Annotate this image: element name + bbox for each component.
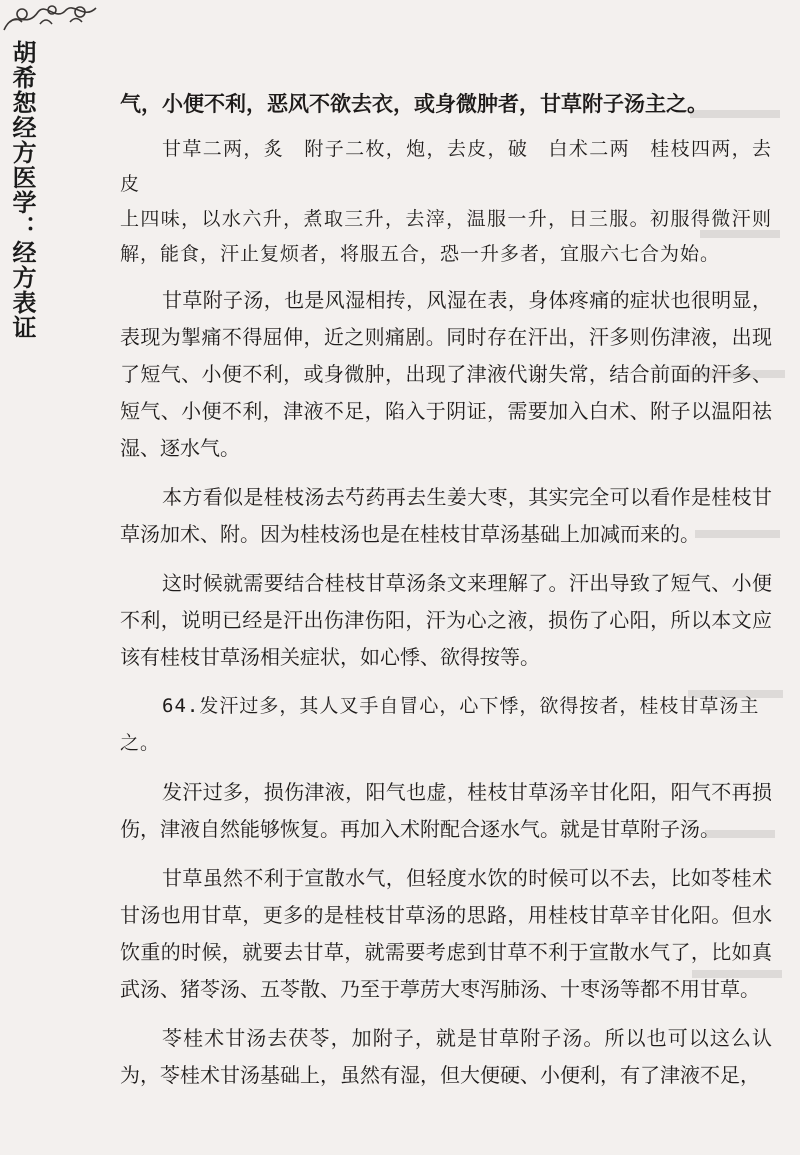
formula-method: 上四味，以水六升，煮取三升，去滓，温服一升，日三服。初服得微汗则解，能食，汗止复烦者，将服五合，恐一升多者，宜服六七合为始。 [120, 208, 772, 265]
clause-64: 64.发汗过多，其人叉手自冒心，心下悸，欲得按者，桂枝甘草汤主之。 [120, 695, 760, 754]
paragraph-4: 发汗过多，损伤津液，阳气也虚，桂枝甘草汤辛甘化阳，阳气不再损伤，津液自然能够恢复。再加入术附配合逐水气。就是甘草附子汤。 [120, 780, 772, 841]
paragraph-5: 甘草虽然不利于宣散水气，但轻度水饮的时候可以不去，比如苓桂术甘汤也用甘草，更多的是桂枝甘草汤的思路，用桂枝甘草辛甘化阳。但水饮重的时候，就要去甘草，就需要考虑到甘草不利于宣散水气了，比如真武汤、猪苓汤、五苓散、乃至于葶苈大枣泻肺汤、十枣汤等都不用甘草。 [120, 866, 772, 1001]
opening-line: 气，小便不利，恶风不欲去衣，或身微肿者，甘草附子汤主之。 [120, 91, 708, 116]
paragraph-2: 本方看似是桂枝汤去芍药再去生姜大枣，其实完全可以看作是桂枝甘草汤加术、附。因为桂枝汤也是在桂枝甘草汤基础上加减而来的。 [120, 485, 772, 546]
paragraph-3: 这时候就需要结合桂枝甘草汤条文来理解了。汗出导致了短气、小便不利，说明已经是汗出伤津伤阳，汗为心之液，损伤了心阳，所以本文应该有桂枝甘草汤相关症状，如心悸、欲得按等。 [120, 571, 772, 669]
running-title: 胡希恕经方医学：经方表证 [8, 40, 36, 340]
corner-ornament [0, 0, 110, 36]
page-content [120, 85, 772, 1106]
formula-block [120, 132, 772, 272]
formula-ingredients: 甘草二两，炙 附子二枚，炮，去皮，破 白术二两 桂枝四两，去皮 [120, 138, 772, 195]
paragraph-1: 甘草附子汤，也是风湿相抟，风湿在表，身体疼痛的症状也很明显，表现为掣痛不得屈伸，近之则痛剧。同时存在汗出，汗多则伤津液，出现了短气、小便不利，或身微肿，出现了津液代谢失常，结合前面的汗多、短气、小便不利，津液不足，陷入于阴证，需要加入白术、附子以温阳祛湿、逐水气。 [120, 288, 772, 460]
paragraph-6: 苓桂术甘汤去茯苓，加附子，就是甘草附子汤。所以也可以这么认为，苓桂术甘汤基础上，虽然有湿，但大便硬、小便利，有了津液不足， [120, 1026, 772, 1087]
